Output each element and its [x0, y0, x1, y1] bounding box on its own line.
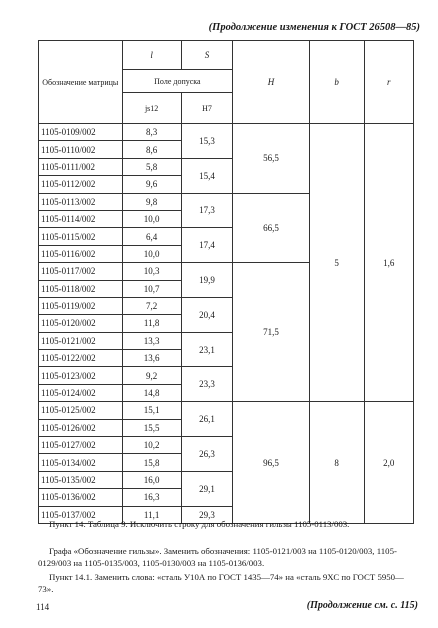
cell-designation: 1105-0122/002 [39, 350, 123, 367]
cell-s: 23,1 [181, 332, 233, 367]
cell-designation: 1105-0126/002 [39, 419, 123, 436]
cell-l: 16,0 [122, 471, 181, 488]
note-paragraph-2 [38, 545, 414, 569]
header-tol-s: H7 [181, 93, 233, 124]
cell-l: 8,6 [122, 141, 181, 158]
matrix-table [38, 40, 414, 524]
note-paragraph-1 [38, 518, 414, 530]
note-1-text: Пункт 14. Таблица 9. Исключить строку для обозначения гильзы 1105-0113/003. [49, 519, 350, 529]
cell-designation: 1105-0117/002 [39, 263, 123, 280]
cell-designation: 1105-0124/002 [39, 384, 123, 401]
cell-s: 15,3 [181, 124, 233, 159]
cell-designation: 1105-0116/002 [39, 245, 123, 262]
cell-designation: 1105-0127/002 [39, 437, 123, 454]
cell-designation: 1105-0136/002 [39, 489, 123, 506]
note-paragraph-3 [38, 571, 414, 595]
cell-l: 15,5 [122, 419, 181, 436]
cell-designation: 1105-0114/002 [39, 210, 123, 227]
cell-l: 15,8 [122, 454, 181, 471]
cell-l: 6,4 [122, 228, 181, 245]
cell-l: 14,8 [122, 384, 181, 401]
table-row [39, 124, 414, 141]
table-row [39, 402, 414, 419]
cell-designation: 1105-0112/002 [39, 176, 123, 193]
cell-designation: 1105-0120/002 [39, 315, 123, 332]
cell-designation: 1105-0110/002 [39, 141, 123, 158]
cell-b: 5 [309, 124, 364, 402]
cell-l: 9,6 [122, 176, 181, 193]
header-s: S [181, 41, 233, 70]
continuation-header: (Продолжение изменения к ГОСТ 26508—85) [208, 22, 420, 33]
cell-l: 11,1 [122, 506, 181, 523]
cell-l: 9,8 [122, 193, 181, 210]
cell-designation: 1105-0134/002 [39, 454, 123, 471]
header-designation: Обозначение матрицы [39, 41, 123, 124]
header-js12: js12 [122, 93, 181, 124]
cell-l: 13,3 [122, 332, 181, 349]
cell-s: 26,3 [181, 437, 233, 472]
cell-s: 19,9 [181, 263, 233, 298]
header-l: l [122, 41, 181, 70]
cell-l: 10,0 [122, 245, 181, 262]
cell-designation: 1105-0135/002 [39, 471, 123, 488]
cell-l: 16,3 [122, 489, 181, 506]
cell-s: 17,4 [181, 228, 233, 263]
cell-s: 15,4 [181, 158, 233, 193]
cell-s: 23,3 [181, 367, 233, 402]
cell-h: 56,5 [233, 124, 309, 194]
cell-designation: 1105-0118/002 [39, 280, 123, 297]
cell-designation: 1105-0113/002 [39, 193, 123, 210]
cell-h: 71,5 [233, 263, 309, 402]
cell-s: 29,3 [181, 506, 233, 523]
cell-l: 8,3 [122, 124, 181, 141]
cell-designation: 1105-0137/002 [39, 506, 123, 523]
cell-designation: 1105-0119/002 [39, 297, 123, 314]
cell-designation: 1105-0111/002 [39, 158, 123, 175]
cell-l: 7,2 [122, 297, 181, 314]
cell-l: 5,8 [122, 158, 181, 175]
cell-l: 10,2 [122, 437, 181, 454]
page-number: 114 [36, 602, 50, 612]
cell-designation: 1105-0125/002 [39, 402, 123, 419]
note-3-text: Пункт 14.1. Заменить слова: «сталь У10А по ГОСТ 1435—74» на «сталь 9ХС по ГОСТ 5950—73». [38, 572, 404, 594]
cell-l: 11,8 [122, 315, 181, 332]
header-row-1 [39, 41, 414, 70]
cell-l: 13,6 [122, 350, 181, 367]
cell-l: 10,7 [122, 280, 181, 297]
cell-designation: 1105-0109/002 [39, 124, 123, 141]
cell-designation: 1105-0123/002 [39, 367, 123, 384]
cell-l: 10,0 [122, 210, 181, 227]
cell-l: 9,2 [122, 367, 181, 384]
cell-designation: 1105-0121/002 [39, 332, 123, 349]
cell-designation: 1105-0115/002 [39, 228, 123, 245]
header-b: b [309, 41, 364, 124]
note-2-text: Графа «Обозначение гильзы». Заменить обозначения: 1105-0121/003 на 1105-0120/003, 1105-0129/003 на 1105-0135/003, 1105-0130/003 на 1105-0136/003. [38, 546, 397, 568]
header-tolerance-field: Поле допуска [122, 70, 233, 93]
continuation-footer: (Продолжение см. с. 115) [306, 600, 418, 611]
header-h: H [233, 41, 309, 124]
cell-h: 66,5 [233, 193, 309, 263]
cell-s: 29,1 [181, 471, 233, 506]
cell-r: 1,6 [364, 124, 413, 402]
cell-h: 96,5 [233, 402, 309, 524]
cell-l: 15,1 [122, 402, 181, 419]
cell-s: 26,1 [181, 402, 233, 437]
cell-s: 20,4 [181, 297, 233, 332]
cell-b: 8 [309, 402, 364, 524]
cell-s: 17,3 [181, 193, 233, 228]
header-r: r [364, 41, 413, 124]
cell-r: 2,0 [364, 402, 413, 524]
cell-l: 10,3 [122, 263, 181, 280]
